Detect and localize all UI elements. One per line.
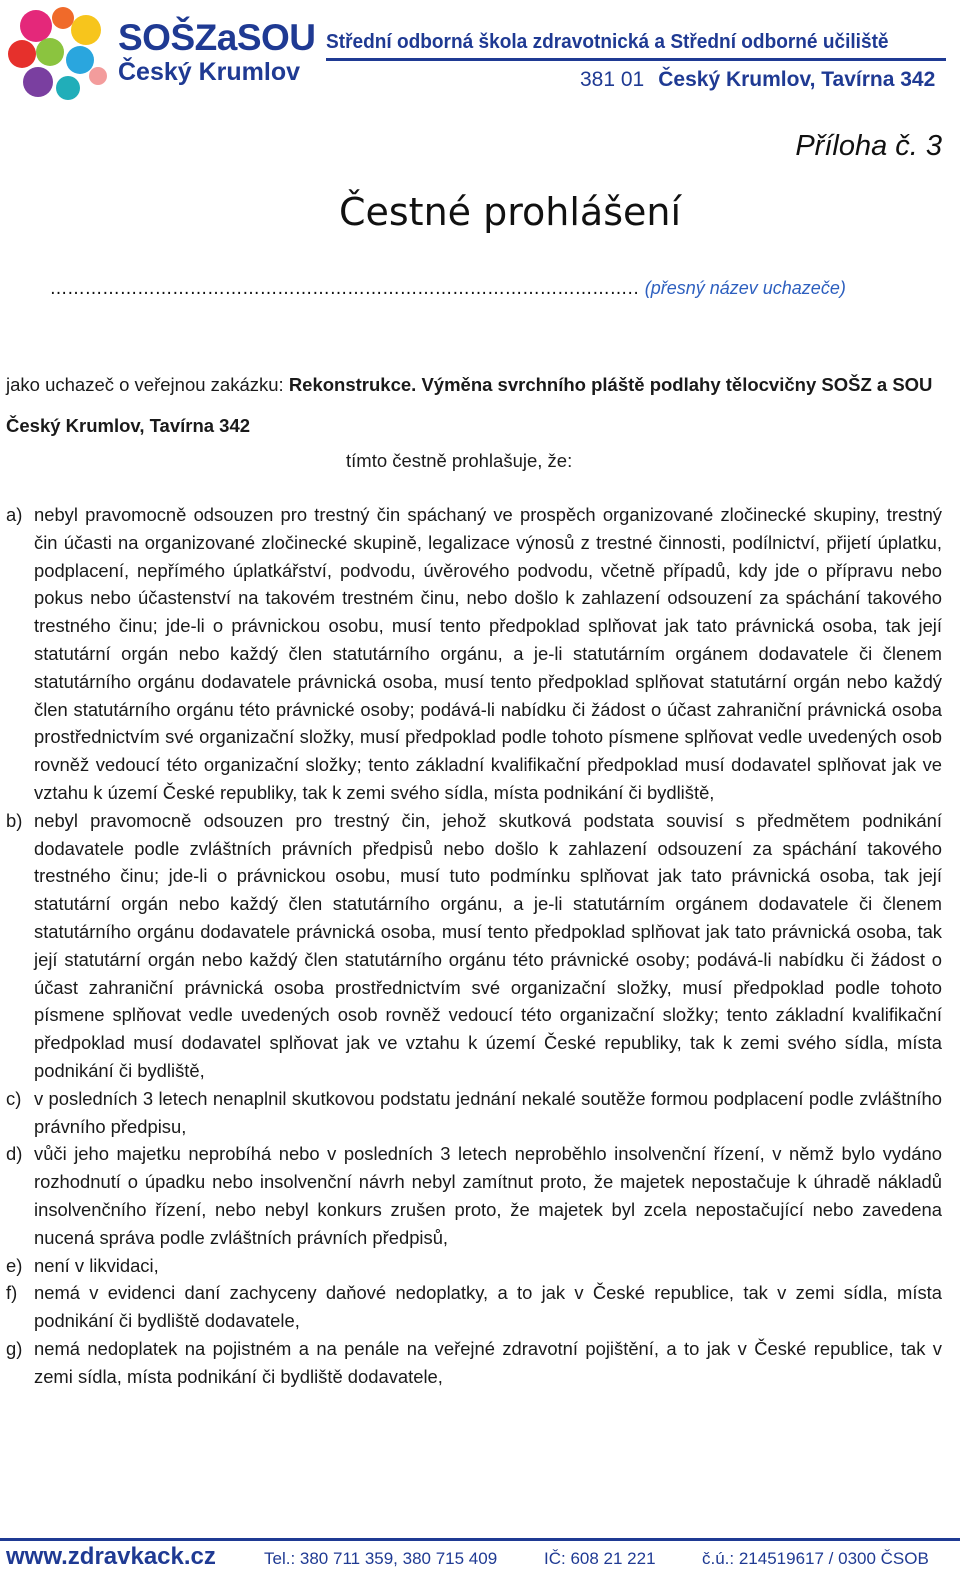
list-item xyxy=(6,1279,942,1335)
letterhead xyxy=(0,0,960,110)
list-item-text: není v likvidaci, xyxy=(34,1254,159,1276)
intro-prefix: jako uchazeč o veřejnou zakázku: xyxy=(6,374,289,395)
footer-divider xyxy=(0,1538,960,1541)
declaration-lead: tímto čestně prohlašuje, že: xyxy=(346,450,573,471)
zip-code: 381 01 xyxy=(580,68,645,91)
list-marker: g) xyxy=(6,1337,23,1359)
logo-wordmark xyxy=(118,18,316,86)
list-item xyxy=(6,807,942,1085)
list-marker: e) xyxy=(6,1254,23,1276)
list-item xyxy=(6,1140,942,1251)
list-item-text: nemá nedoplatek na pojistném a na penále na veřejné zdravotní pojištění, a to jak v České republice, tak v zemi sídla, místa podnikání či bydliště dodavatele, xyxy=(34,1337,942,1387)
list-item xyxy=(6,1335,942,1391)
bank-account: č.ú.: 214519617 / 0300 ČSOB xyxy=(702,1549,929,1568)
list-item-text: v posledních 3 letech nenaplnil skutkovou podstatu jednání nekalé soutěže formou podplacení podle zvláštního právního předpisu, xyxy=(34,1087,942,1137)
list-marker: b) xyxy=(6,809,23,831)
street-address: Český Krumlov, Tavírna 342 xyxy=(658,68,936,91)
conditions-list xyxy=(6,501,942,1391)
school-logo-icon xyxy=(6,4,110,102)
list-marker: a) xyxy=(6,504,23,525)
contract-intro xyxy=(6,364,946,446)
contract-name: Rekonstrukce. Výměna svrchního pláště podlahy tělocvičny SOŠZ a SOU Český Krumlov, Tavírna 342 xyxy=(6,374,933,436)
applicant-hint: (přesný název uchazeče) xyxy=(644,278,846,298)
logo-town: Český Krumlov xyxy=(118,58,301,86)
list-item xyxy=(6,501,942,807)
applicant-blank: ……………………………………………………………………………………….. xyxy=(50,279,640,299)
list-marker: f) xyxy=(6,1282,18,1304)
logo-name: SOŠZaSOU xyxy=(118,17,316,58)
applicant-name-line xyxy=(50,278,846,299)
list-item-text: nemá v evidenci daní zachyceny daňové nedoplatky, a to jak v České republice, tak v zemi sídla, místa podnikání či bydliště dodavatele, xyxy=(34,1282,942,1332)
list-item xyxy=(6,1252,942,1280)
phone-numbers: Tel.: 380 711 359, 380 715 409 xyxy=(264,1549,498,1568)
list-marker: c) xyxy=(6,1087,22,1109)
website-link[interactable]: www.zdravkack.cz xyxy=(6,1543,216,1570)
list-item xyxy=(6,1085,942,1141)
list-marker: d) xyxy=(6,1143,23,1165)
list-item-text: vůči jeho majetku neprobíhá nebo v posledních 3 letech neproběhlo insolvenční řízení, v němž bylo vydáno rozhodnutí o úpadku nebo insolvenční návrh nebyl zamítnut proto, že majetek nepostačuje k úhradě nákladů insolvenčního řízení, nebo nebyl konkurs zrušen proto, že majetek byl zcela nepostačující nebo zavedena nucená správa podle zvláštních právních předpisů, xyxy=(34,1143,942,1248)
company-id: IČ: 608 21 221 xyxy=(544,1549,656,1568)
list-item-text: nebyl pravomocně odsouzen pro trestný čin, jehož skutková podstata souvisí s předmětem podnikání dodavatele podle zvláštních právních předpisů nebo došlo k zahlazení odsouzení za spáchání takového trestného činu; jde-li o právnickou osobu, musí tuto podmínku splňovat jak tato právnická osoba, tak její statutární orgán nebo každý člen statutárního orgánu, a je-li statutárním orgánem dodavatele či členem statutárního orgánu dodavatele právnická osoba, musí tento předpoklad splňovat jak tato právnická osoba, tak její statutární orgán nebo každý člen statutárního orgánu této právnické osoby; podává-li nabídku či žádost o účast zahraniční právnická osoba prostřednictvím své organizační složky, musí předpoklad podle tohoto písmene splňovat vedle uvedených osob rovněž vedoucí této organizační složky; tento základní kvalifikační předpoklad musí dodavatel splňovat jak ve vztahu k území České republiky, tak k zemi svého sídla, místa podnikání či bydliště, xyxy=(34,809,942,1081)
footer xyxy=(6,1543,956,1583)
page-title: Čestné prohlášení xyxy=(338,190,682,234)
school-full-name: Střední odborná škola zdravotnická a Střední odborné učiliště xyxy=(326,30,889,53)
school-address xyxy=(580,68,935,92)
list-item-text: nebyl pravomocně odsouzen pro trestný čin spáchaný ve prospěch organizované zločinecké skupiny, trestný čin účasti na organizované zločinecké skupině, legalizace výnosů z trestné činnosti, podílnictví, přijetí úplatku, podplacení, nepřímého úplatkářství, podvodu, úvěrového podvodu, včetně případů, kdy jde o přípravu nebo pokus nebo účastenství na takovém trestném činu, nebo došlo k zahlazení odsouzení za spáchání takového trestného činu; jde-li o právnickou osobu, musí tento předpoklad splňovat jak tato právnická osoba, tak její statutární orgán nebo každý člen statutárního orgánu, a je-li statutárním orgánem dodavatele či členem statutárního orgánu dodavatele právnická osoba, musí tento předpoklad splňovat statutární orgán nebo každý člen statutárního orgánu této právnické osoby; podává-li nabídku či žádost o účast zahraniční právnická osoba prostřednictvím své organizační složky, musí předpoklad podle tohoto písmene splňovat vedle uvedených osob rovněž vedoucí této organizační složky; tento základní kvalifikační předpoklad musí dodavatel splňovat jak ve vztahu k území České republiky, tak k zemi svého sídla, místa podnikání či bydliště, xyxy=(34,504,942,803)
header-divider xyxy=(326,58,946,61)
annex-label: Příloha č. 3 xyxy=(795,130,942,162)
